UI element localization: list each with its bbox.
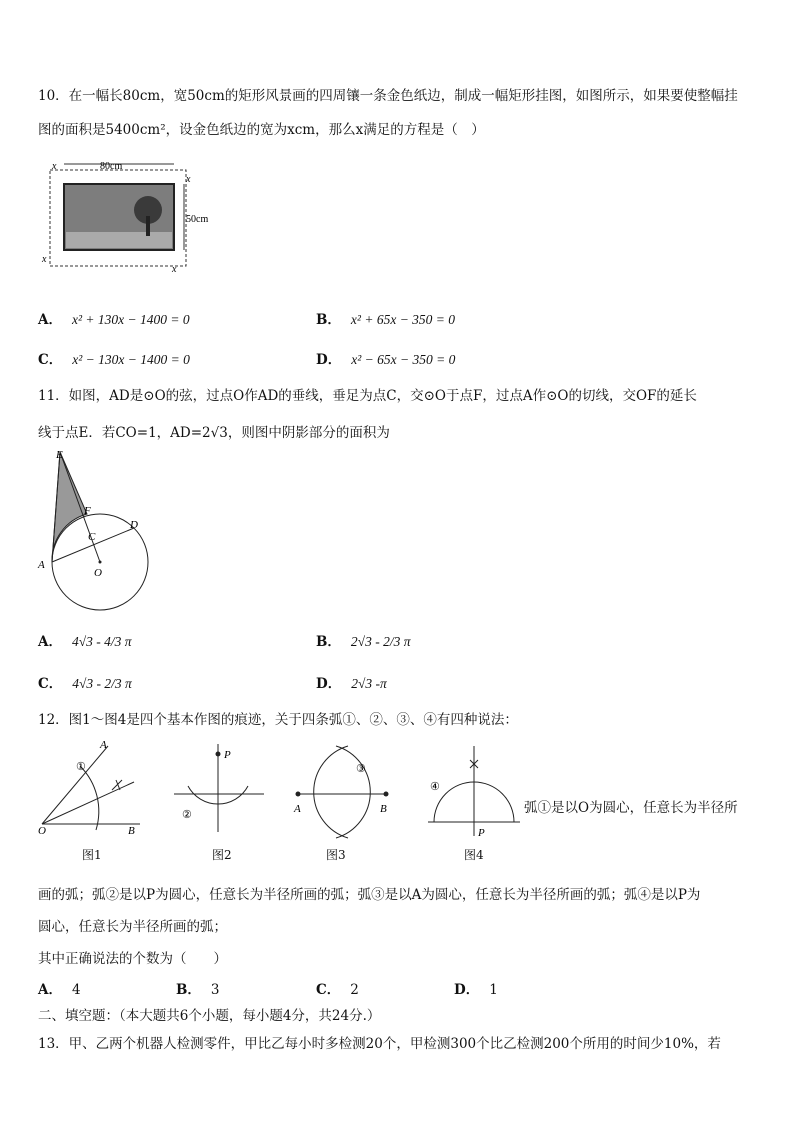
q11-option-d[interactable] bbox=[316, 672, 387, 692]
option-label: D． bbox=[316, 676, 342, 692]
label-p: P bbox=[478, 827, 485, 839]
x-left-bottom: x bbox=[42, 254, 47, 265]
option-label: C． bbox=[38, 352, 63, 368]
q10-option-c[interactable] bbox=[38, 348, 190, 368]
option-text: 2 bbox=[350, 982, 359, 998]
q12-line3: 圆心，任意长为半径所画的弧； bbox=[38, 919, 227, 935]
q11-option-a[interactable] bbox=[38, 630, 132, 650]
label-c: C bbox=[88, 531, 96, 543]
q11-line2: 线于点E．若CO=1，AD=2√3，则图中阴影部分的面积为 bbox=[38, 425, 390, 441]
label-a: A bbox=[38, 559, 45, 571]
x-right-top: x bbox=[186, 174, 191, 185]
q13-line1: 13．甲、乙两个机器人检测零件，甲比乙每小时多检测20个，甲检测300个比乙检测200个所用的时间少10%，若 bbox=[38, 1036, 721, 1052]
q12-fig1 bbox=[36, 738, 146, 834]
arc-mark: ④ bbox=[430, 781, 440, 793]
option-label: A． bbox=[38, 982, 62, 998]
label-f: F bbox=[84, 505, 91, 517]
option-label: A． bbox=[38, 312, 62, 328]
q12-line4: 其中正确说法的个数为（ ） bbox=[38, 951, 227, 967]
q10-line1: 10．在一幅长80cm，宽50cm的矩形风景画的四周镶一条金色纸边，制成一幅矩形挂图，如图所示，如果要使整幅挂 bbox=[38, 88, 738, 104]
q12-fig2 bbox=[170, 738, 270, 834]
q12-option-a[interactable] bbox=[38, 978, 81, 998]
q12-option-c[interactable] bbox=[316, 978, 359, 998]
width-label: 80cm bbox=[100, 161, 123, 172]
q11-option-b[interactable] bbox=[316, 630, 410, 650]
option-text: 4 bbox=[71, 982, 81, 998]
q10-line2: 图的面积是5400cm²，设金色纸边的宽为xcm，那么x满足的方程是（ ） bbox=[38, 122, 485, 138]
q12-line2: 画的弧；弧②是以P为圆心，任意长为半径所画的弧；弧③是以A为圆心，任意长为半径所画的弧；弧④是以P为 bbox=[38, 887, 701, 903]
q10-frame-figure bbox=[38, 160, 218, 280]
option-label: A． bbox=[38, 634, 62, 650]
label-o: O bbox=[38, 825, 46, 834]
q12-line1: 12．图1～图4是四个基本作图的痕迹，关于四条弧①、②、③、④有四种说法： bbox=[38, 712, 518, 728]
option-text: 2√3 - 2/3 π bbox=[350, 634, 411, 649]
option-text: x² + 130x − 1400 = 0 bbox=[71, 312, 190, 327]
arc-mark: ③ bbox=[356, 763, 366, 775]
fig2-caption: 图2 bbox=[212, 848, 232, 862]
label-a: A bbox=[294, 803, 301, 815]
q11-option-c[interactable] bbox=[38, 672, 132, 692]
q11-circle-figure bbox=[30, 446, 160, 618]
label-b: B bbox=[380, 803, 387, 815]
option-text: x² + 65x − 350 = 0 bbox=[350, 312, 456, 327]
x-right-bottom: x bbox=[172, 264, 177, 275]
q12-option-b[interactable] bbox=[176, 978, 220, 998]
q12-fig3 bbox=[290, 738, 400, 840]
option-label: B． bbox=[316, 634, 341, 650]
option-label: C． bbox=[38, 676, 63, 692]
option-text: 4√3 - 2/3 π bbox=[72, 676, 132, 691]
fig4-caption: 图4 bbox=[464, 848, 484, 862]
shaded-region bbox=[52, 452, 87, 562]
option-label: D． bbox=[454, 982, 480, 998]
label-o: O bbox=[94, 567, 102, 579]
option-text: 4√3 - 4/3 π bbox=[71, 634, 132, 649]
option-label: B． bbox=[176, 982, 201, 998]
q11-line1: 11．如图，AD是⊙O的弦，过点O作AD的垂线，垂足为点C，交⊙O于点F，过点A作⊙O的切线，交OF的延长 bbox=[38, 388, 697, 404]
q12-option-d[interactable] bbox=[454, 978, 498, 998]
option-text: 3 bbox=[210, 982, 220, 998]
fig1-caption: 图1 bbox=[82, 848, 102, 862]
option-text: x² − 65x − 350 = 0 bbox=[351, 352, 456, 367]
q12-side-text: 弧①是以O为圆心，任意长为半径所 bbox=[524, 800, 738, 816]
option-label: B． bbox=[316, 312, 341, 328]
label-e: E bbox=[56, 449, 63, 461]
q12-fig4 bbox=[424, 740, 524, 840]
label-p: P bbox=[224, 749, 231, 761]
option-text: 2√3 -π bbox=[351, 676, 387, 691]
arc-mark: ② bbox=[182, 809, 192, 821]
label-d: D bbox=[130, 519, 138, 531]
arc-mark: ① bbox=[76, 761, 86, 773]
option-text: 1 bbox=[489, 982, 498, 998]
height-label: 50cm bbox=[186, 214, 209, 225]
q10-option-a[interactable] bbox=[38, 308, 190, 328]
fig3-caption: 图3 bbox=[326, 848, 346, 862]
section-title: 二、填空题：（本大题共6个小题，每小题4分，共24分.） bbox=[38, 1008, 381, 1024]
q10-option-b[interactable] bbox=[316, 308, 455, 328]
x-left-top: x bbox=[52, 161, 57, 172]
label-a: A bbox=[100, 739, 107, 751]
option-text: x² − 130x − 1400 = 0 bbox=[72, 352, 190, 367]
q10-option-d[interactable] bbox=[316, 348, 455, 368]
option-label: D． bbox=[316, 352, 342, 368]
option-label: C． bbox=[316, 982, 341, 998]
label-b: B bbox=[128, 825, 135, 834]
